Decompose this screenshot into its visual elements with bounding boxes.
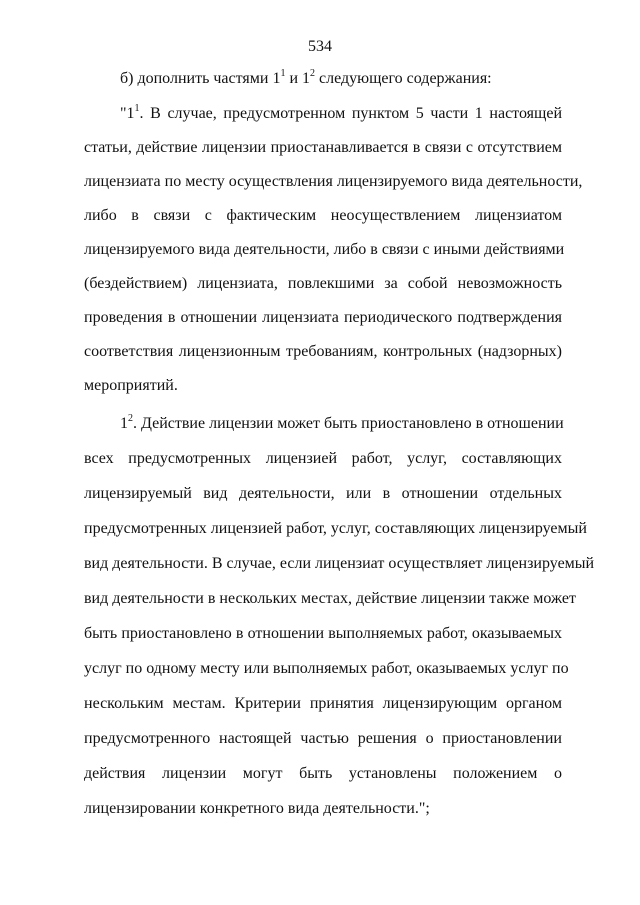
- part2-first-line: [120, 414, 562, 434]
- paragraph-line: вид деятельности в нескольких местах, действие лицензии также может: [84, 590, 576, 607]
- intro-sup1: 1: [280, 67, 286, 79]
- intro-prefix: б) дополнить частями 1: [120, 70, 281, 87]
- part2-lead: 1: [120, 415, 128, 432]
- part2-first-line-rest: . Действие лицензии может быть приостановлено в отношении: [133, 415, 564, 432]
- paragraph-line: лицензируемого вида деятельности, либо в связи с иными действиями: [84, 241, 565, 258]
- intro-mid: и 1: [285, 70, 310, 87]
- paragraph-last-line: лицензировании конкретного вида деятельности.";: [84, 800, 430, 817]
- paragraph-line: соответствия лицензионным требованиям, контрольных (надзорных): [84, 343, 562, 360]
- part1-lead-sup: 1: [134, 102, 140, 114]
- intro-suffix: следующего содержания:: [315, 70, 492, 87]
- part1-first-line: [120, 104, 562, 124]
- paragraph-line: вид деятельности. В случае, если лицензиат осуществляет лицензируемый: [84, 555, 595, 572]
- paragraph-last-line: мероприятий.: [84, 377, 178, 394]
- paragraph-line: действия лицензии могут быть установлены положением о: [84, 765, 562, 782]
- page-number: 534: [308, 38, 332, 55]
- paragraph-line: статьи, действие лицензии приостанавливается в связи с отсутствием: [84, 139, 562, 156]
- paragraph-line: проведения в отношении лицензиата периодического подтверждения: [84, 309, 562, 326]
- intro-line: [120, 69, 492, 89]
- paragraph-line: лицензируемый вид деятельности, или в отношении отдельных: [84, 485, 562, 502]
- paragraph-line: либо в связи с фактическим неосуществлением лицензиатом: [84, 207, 562, 224]
- paragraph-line: лицензиата по месту осуществления лицензируемого вида деятельности,: [84, 173, 583, 190]
- paragraph-line: услуг по одному месту или выполняемых работ, оказываемых услуг по: [84, 660, 569, 677]
- part2-lead-sup: 2: [128, 412, 133, 424]
- paragraph-line: (бездействием) лицензиата, повлекшими за собой невозможность: [84, 275, 562, 292]
- paragraph-line: предусмотренных лицензией работ, услуг, составляющих лицензируемый: [84, 520, 587, 537]
- paragraph-line: нескольким местам. Критерии принятия лицензирующим органом: [84, 695, 562, 712]
- intro-sup2: 2: [310, 67, 315, 79]
- paragraph-line: предусмотренного настоящей частью решения о приостановлении: [84, 730, 562, 747]
- paragraph-line: быть приостановлено в отношении выполняемых работ, оказываемых: [84, 625, 562, 642]
- paragraph-line: всех предусмотренных лицензией работ, услуг, составляющих: [84, 450, 562, 467]
- part1-first-line-rest: . В случае, предусмотренном пунктом 5 части 1 настоящей: [139, 105, 562, 122]
- part1-lead: "1: [120, 105, 135, 122]
